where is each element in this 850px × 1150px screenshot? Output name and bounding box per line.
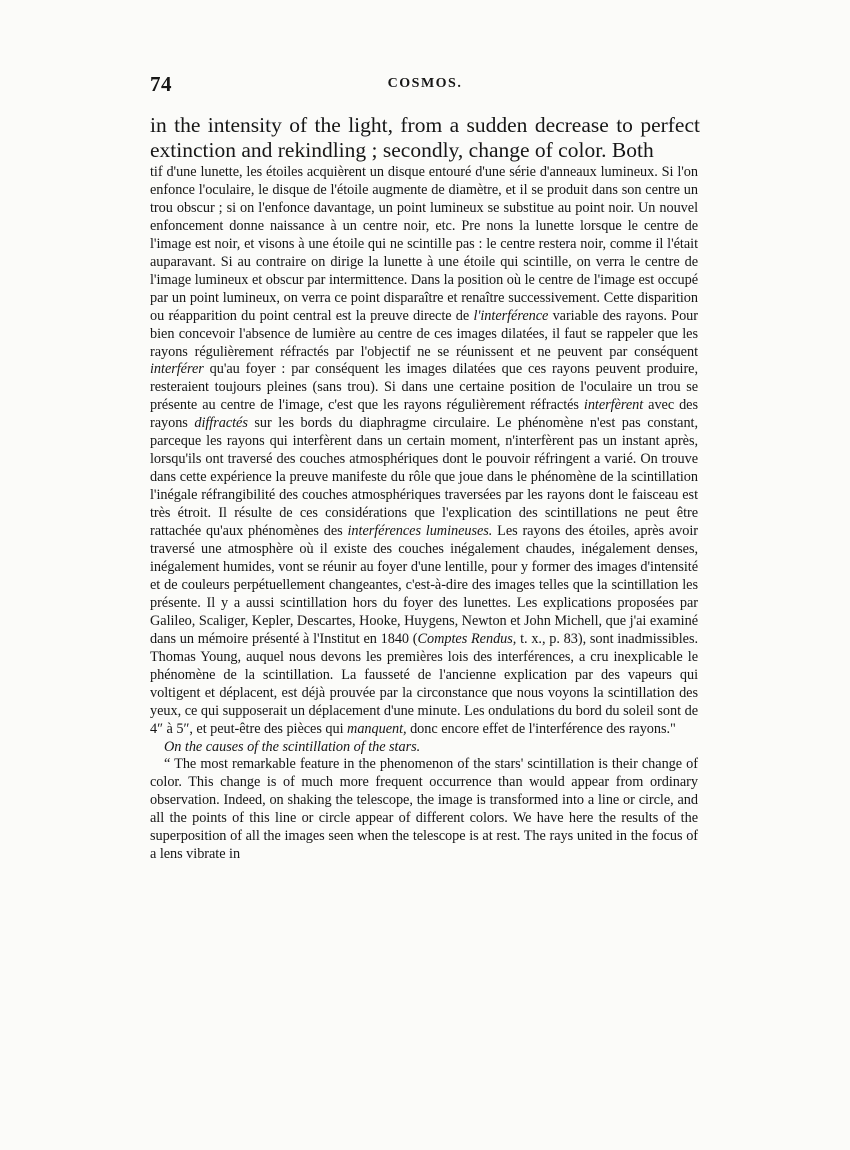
italic-term: diffractés bbox=[194, 415, 248, 432]
italic-term: l'interférence bbox=[473, 307, 549, 324]
french-text: sur les bords du diaphragme circulaire. Le phénomène n'est pas constant, parceque les rayons qui interfèrent dans un certain moment, n'interfèrent pas un instant après, lorsqu'ils ont traversé des couches atmosphériques dont le pouvoir réfringent a varié. On trouve dans cette expérience la preuve manifeste du rôle que joue dans le phénomène de la scintillation l'inégale réfrangibilité des couches atmosphériques traversées par les rayons dont le faisceau est très étroit. Il résulte de ces considérations que l'explication des scintillations ne peut être rattachée qu'aux phénomènes des bbox=[150, 415, 698, 540]
lead-text-block bbox=[150, 113, 700, 163]
french-text: avec des rayons bbox=[150, 397, 698, 432]
french-text: t. x., p. 83), sont inadmissibles. Thomas Young, auquel nous devons les premières lois des interférences, a cru inexplicable le phénomène de la scintillation. La fausseté de l'ancienne explication par des vapeurs qui voltigent et déplacent, est déjà prouvée par la circonstance que nous voyons la scintillation des yeux, ce qui supposerait un déplacement d'une minute. Les ondulations du bord du soleil sont de 4″ à 5″, et peut-être des pièces qui bbox=[150, 630, 699, 737]
running-head: COSMOS. bbox=[387, 76, 463, 91]
english-quotation-paragraph: “ The most remarkable feature in the phenomenon of the stars' scintillation is their change of color. This change is of much more frequent occurrence than would appear from ordinary observation. Indeed, on shaking the telescope, the image is transformed into a line or circle, and all the points of this line or circle appear of different colors. We have here the results of the superposition of all the images seen when the telescope is at rest. The rays united in the focus of a lens vibrate in bbox=[150, 756, 698, 863]
italic-term: interférences lumineuses. bbox=[347, 523, 493, 540]
page-header bbox=[150, 72, 700, 102]
footnote-text-block bbox=[150, 164, 698, 864]
french-text: tif d'une lunette, les étoiles acquièrent un disque entouré d'une série d'anneaux lumineux. Si l'on enfonce l'oculaire, le disque de l'étoile augmente de diamètre, et il se produit dans son centre un trou obscur ; si on l'enfonce davantage, un point lumineux se substitue au point noir. Un nouvel enfoncement donne naissance à un centre noir, etc. Pre nons la lunette lorsque le centre de l'image est noir, et visons à une étoile qui ne scintille pas : le centre restera noir, comme il l'était auparavant. Si au contraire on dirige la lunette à une étoile qui scintille, on verra le centre de l'image lumineux et obscur par intermittence. Dans la position où le centre de l'image est occupé par un point lumineux, on verra ce point disparaître et renaître successivement. Cette disparition ou réapparition du point central est la preuve directe de bbox=[150, 164, 698, 324]
french-text: variable des rayons. Pour bien concevoir l'absence de lumière au centre de ces images dilatées, il faut se rappeler que les rayons régulièrement réfractés par l'objectif ne se réunissent et ne peuvent par conséquent bbox=[150, 307, 698, 360]
french-text: qu'au foyer : par conséquent les images dilatées que ces rayons peuvent produire, resteraient toujours pleines (sans trou). Si dans une certaine position de l'oculaire un trou se présente au centre de l'image, c'est que les rayons régulièrement réfractés bbox=[150, 361, 698, 414]
italic-term: manquent, bbox=[347, 720, 407, 737]
french-text: Les rayons des étoiles, après avoir traversé une atmosphère où il existe des couches inégalement chaudes, inégalement denses, inégalement humides, vont se réunir au foyer d'une lentille, pour y former des images d'intensité et de couleurs perpétuellement changeantes, c'est-à-dire des images telles que la scintillation les présente. Il y a aussi scintillation hors du foyer des lunettes. Les explications proposées par Galileo, Scaliger, Kepler, Descartes, Hooke, Huygens, Newton et John Michell, que j'ai examiné dans un mémoire présenté à l'Institut en 1840 ( bbox=[150, 523, 698, 647]
italic-term: interférer bbox=[150, 361, 204, 378]
french-quotation-paragraph bbox=[150, 164, 698, 739]
lead-paragraph: in the intensity of the light, from a sudden decrease to perfect extinction and rekindling ; secondly, change of color. Both bbox=[150, 113, 700, 162]
page-number: 74 bbox=[150, 72, 172, 96]
section-caption: On the causes of the scintillation of the stars. bbox=[164, 738, 421, 755]
italic-term: interfèrent bbox=[583, 397, 644, 414]
french-text: donc encore effet de l'interférence des rayons." bbox=[406, 720, 676, 737]
italic-citation: Comptes Rendus, bbox=[417, 630, 517, 647]
